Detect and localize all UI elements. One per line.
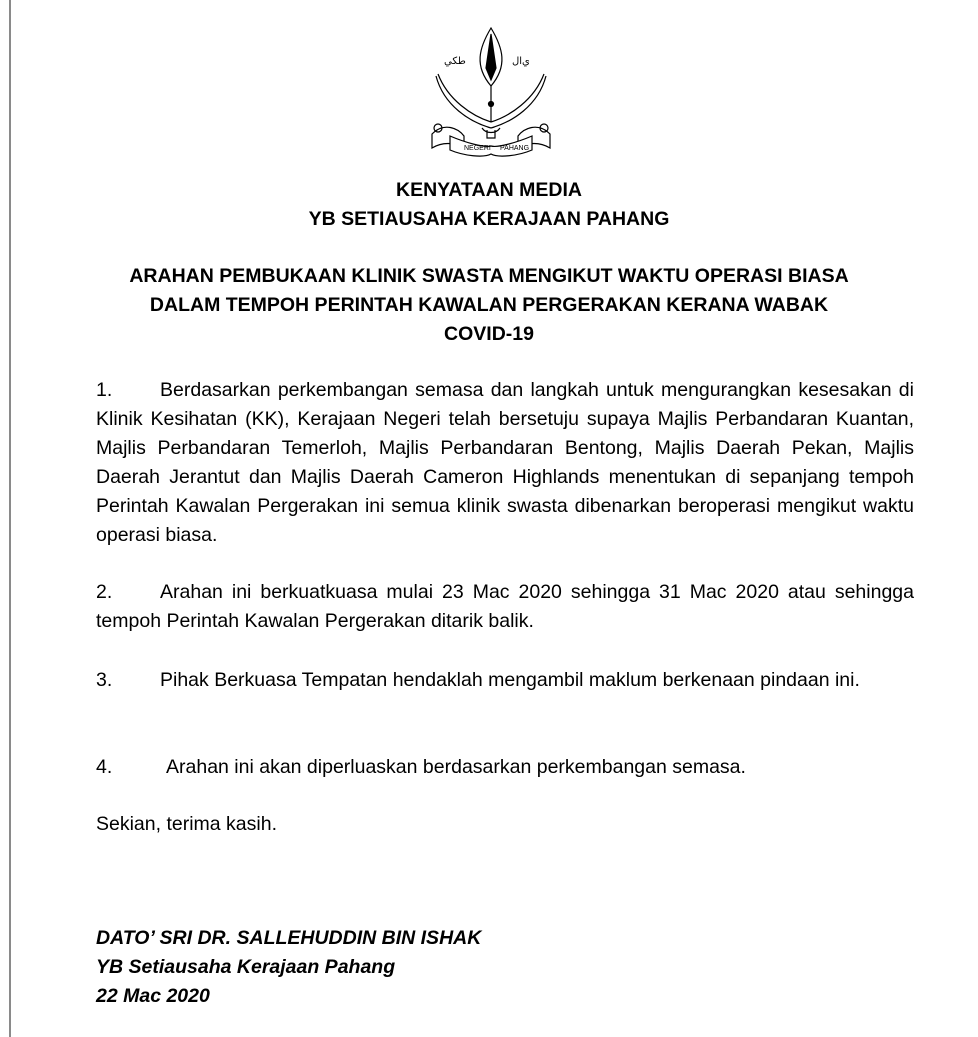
statement-title <box>0 262 978 349</box>
title-line-1: ARAHAN PEMBUKAAN KLINIK SWASTA MENGIKUT WAKTU OPERASI BIASA <box>129 265 849 287</box>
closing-remark: Sekian, terima kasih. <box>96 813 277 835</box>
paragraph-text: Arahan ini akan diperluaskan berdasarkan perkembangan semasa. <box>166 756 746 778</box>
paragraph-1 <box>96 376 914 550</box>
paragraph-number: 1. <box>96 379 113 401</box>
paragraph-2 <box>96 578 914 636</box>
page-left-border <box>9 0 11 1037</box>
paragraph-number: 2. <box>96 581 113 603</box>
paragraph-number: 4. <box>96 756 113 778</box>
crest-script-right: ي‌ال <box>512 56 530 67</box>
crest-script-left: طكي <box>444 56 466 67</box>
paragraph-4 <box>96 753 914 782</box>
header-line-1: KENYATAAN MEDIA <box>396 179 582 201</box>
title-line-3: COVID-19 <box>444 323 534 345</box>
title-line-2: DALAM TEMPOH PERINTAH KAWALAN PERGERAKAN KERANA WABAK <box>149 294 829 316</box>
crest-ribbon-right: PAHANG <box>500 145 530 152</box>
pahang-crest-icon <box>424 24 558 158</box>
signature-block <box>96 924 914 1011</box>
statement-date: 22 Mac 2020 <box>96 985 210 1007</box>
header-line-2: YB SETIAUSAHA KERAJAAN PAHANG <box>308 208 670 230</box>
paragraph-text: Pihak Berkuasa Tempatan hendaklah mengambil maklum berkenaan pindaan ini. <box>160 669 860 691</box>
paragraph-text: Arahan ini berkuatkuasa mulai 23 Mac 2020 sehingga 31 Mac 2020 atau sehingga tempoh Perintah Kawalan Pergerakan ditarik balik. <box>96 581 914 632</box>
media-statement-header <box>0 176 978 234</box>
paragraph-text: Berdasarkan perkembangan semasa dan langkah untuk mengurangkan kesesakan di Klinik Kesihatan (KK), Kerajaan Negeri telah bersetuju supaya Majlis Perbandaran Kuantan, Majlis Perbandaran Temerloh, Majlis Perbandaran Bentong, Majlis Daerah Pekan, Majlis Daerah Jerantut dan Majlis Daerah Cameron Highlands menentukan di sepanjang tempoh Perintah Kawalan Pergerakan ini semua klinik swasta dibenarkan beroperasi mengikut waktu operasi biasa. <box>96 379 914 546</box>
paragraph-3 <box>96 666 914 695</box>
crest-ribbon-left: NEGERI <box>464 145 491 152</box>
paragraph-number: 3. <box>96 669 113 691</box>
signatory-name: DATO’ SRI DR. SALLEHUDDIN BIN ISHAK <box>96 927 482 949</box>
signatory-position: YB Setiausaha Kerajaan Pahang <box>96 956 396 978</box>
